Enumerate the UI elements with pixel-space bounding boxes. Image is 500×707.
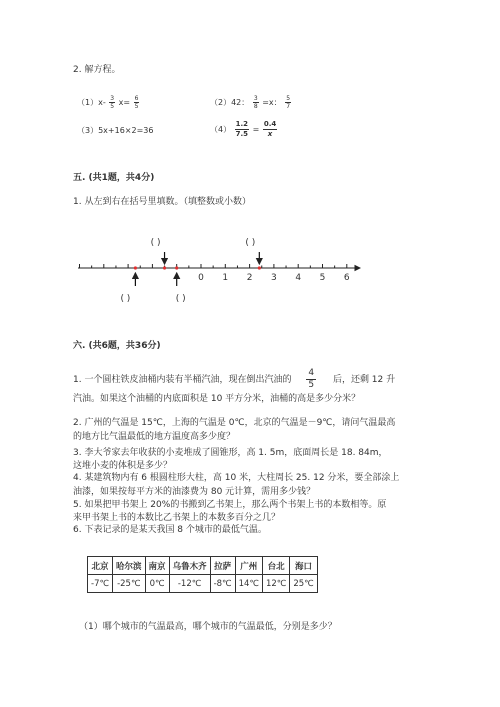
q2-title: 2. 解方程。 [73,65,121,75]
temp-cell: 12℃ [262,575,289,593]
tick-label-3: 3 [271,273,277,283]
section6-q5-line2: 来甲书架上书的本数比乙书架上的本数多百分之几？ [73,513,281,523]
section5-q1: 1. 从左到右在括号里填数。（填整数或小数） [73,197,251,207]
q1-fraction [306,368,316,391]
number-line [70,228,370,310]
section6-q4-line2: 油漆，如果按每平方米的油漆费为 80 元计算，需用多少钱？ [73,487,316,497]
red-point [175,266,178,269]
table-row-temps [88,575,318,593]
eq4-f2-num: 0.4 [263,120,277,128]
eq2-f2-den: 7 [286,103,291,110]
number-line-tick-labels [198,273,350,283]
eq2-fraction-2 [285,95,291,110]
section6-q1-line2: 汽油。如果这个油桶的内底面积是 10 平方分米，油桶的高是多少分米？ [73,394,361,404]
eq2-f1-den: 8 [253,103,258,110]
eq1-f1-num: 3 [110,95,115,102]
city-cell: 哈尔滨 [113,557,146,575]
section6-q2-line1: 2. 广州的气温是 15℃，上海的气温是 0℃，北京的气温是－9℃，请问气温最高 [73,418,396,428]
temp-cell: -25℃ [113,575,146,593]
city-cell: 南京 [145,557,169,575]
equation-4 [210,120,278,139]
section6-q3-line2: 这堆小麦的体积是多少？ [73,461,173,471]
red-point [134,266,137,269]
answer-brackets [120,238,255,304]
section6-q4-line1: 4. 某建筑物内有 6 根圆柱形大柱，高 10 米，大柱周长 25. 12 分米，要全部涂上 [73,473,400,483]
city-cell: 乌鲁木齐 [169,557,210,575]
section6-q2-line2: 的地方比气温最低的地方温度高多少度？ [73,432,236,442]
q1-frac-den: 5 [308,380,315,390]
answer-bracket-above-2[interactable]: ( ) [245,238,256,248]
tick-label-2: 2 [246,273,253,283]
tick-label-4: 4 [295,273,302,283]
tick-label-1: 1 [222,273,229,283]
eq1-f2-num: 6 [134,95,139,102]
temp-cell: -7℃ [88,575,113,593]
city-cell: 拉萨 [210,557,235,575]
temp-cell: -12℃ [169,575,210,593]
q1-frac-num: 4 [308,368,315,378]
temperature-table [87,556,318,593]
eq2-f2-num: 5 [286,95,291,102]
eq1-part-a: x- [98,98,106,107]
red-point [163,266,166,269]
eq1-part-b: x= [118,98,131,107]
number-line-ticks [80,264,347,268]
eq2-part-b: =x： [262,98,282,107]
equation-1 [77,95,140,110]
section5-header: 五. (共1题，共4分) [73,173,155,183]
tick-label-6: 6 [343,273,350,283]
temp-cell: 0℃ [145,575,169,593]
temp-cell: -8℃ [210,575,235,593]
eq3-label: （3） [77,126,99,135]
eq2-label: （2） [210,98,232,107]
eq2-fraction-1 [253,95,259,110]
answer-bracket-below-1[interactable]: ( ) [120,294,131,304]
equation-2 [210,95,292,110]
eq4-f1-den: 7.5 [235,130,249,138]
city-cell: 北京 [88,557,113,575]
eq2-part-a: 42： [231,98,250,107]
section6-q3-line1: 3. 李大爷家去年收获的小麦堆成了圆锥形，高 1. 5m，底面周长是 18. 84m， [73,448,388,458]
eq1-f2-den: 5 [134,103,139,110]
section6-q6: 6. 下表记录的是某天我国 8 个城市的最低气温。 [73,525,267,535]
city-cell: 台北 [262,557,289,575]
section6-q1-line1 [73,368,395,391]
eq1-fraction-2 [134,95,140,110]
equation-3 [77,125,153,136]
eq4-fraction-2 [263,120,277,139]
city-cell: 海口 [290,557,317,575]
eq2-f1-num: 3 [253,95,258,102]
eq3-text: 5x+16×2=36 [98,126,154,135]
tick-label-0: 0 [198,273,204,283]
table-row-cities [88,557,318,575]
eq1-f1-den: 5 [110,103,115,110]
temp-cell: 14℃ [235,575,262,593]
eq4-f2-den: x [267,130,273,138]
eq4-label: （4） [210,125,232,134]
eq4-fraction-1 [235,120,249,139]
q1-text-a: 1. 一个圆柱铁皮油桶内装有半桶汽油，现在倒出汽油的 [73,375,292,385]
answer-bracket-above-1[interactable]: ( ) [150,238,161,248]
eq4-f1-num: 1.2 [235,120,249,128]
answer-bracket-below-2[interactable]: ( ) [175,294,186,304]
eq1-label: （1） [77,98,99,107]
eq4-part-b: = [252,125,260,134]
tick-label-5: 5 [319,273,326,283]
q1-text-b: 后，还剩 12 升 [332,375,396,385]
section6-q5-line1: 5. 如果把甲书架上 20%的书搬到乙书架上，那么两个书架上书的本数相等。原 [73,500,387,510]
city-cell: 广州 [235,557,262,575]
red-point [258,266,261,269]
eq1-fraction-1 [109,95,115,110]
section6-header: 六. (共6题，共36分) [73,341,161,351]
section6-q6-sub1: （1）哪个城市的气温最高，哪个城市的气温最低，分别是多少？ [79,622,337,632]
temp-cell: 25℃ [290,575,317,593]
